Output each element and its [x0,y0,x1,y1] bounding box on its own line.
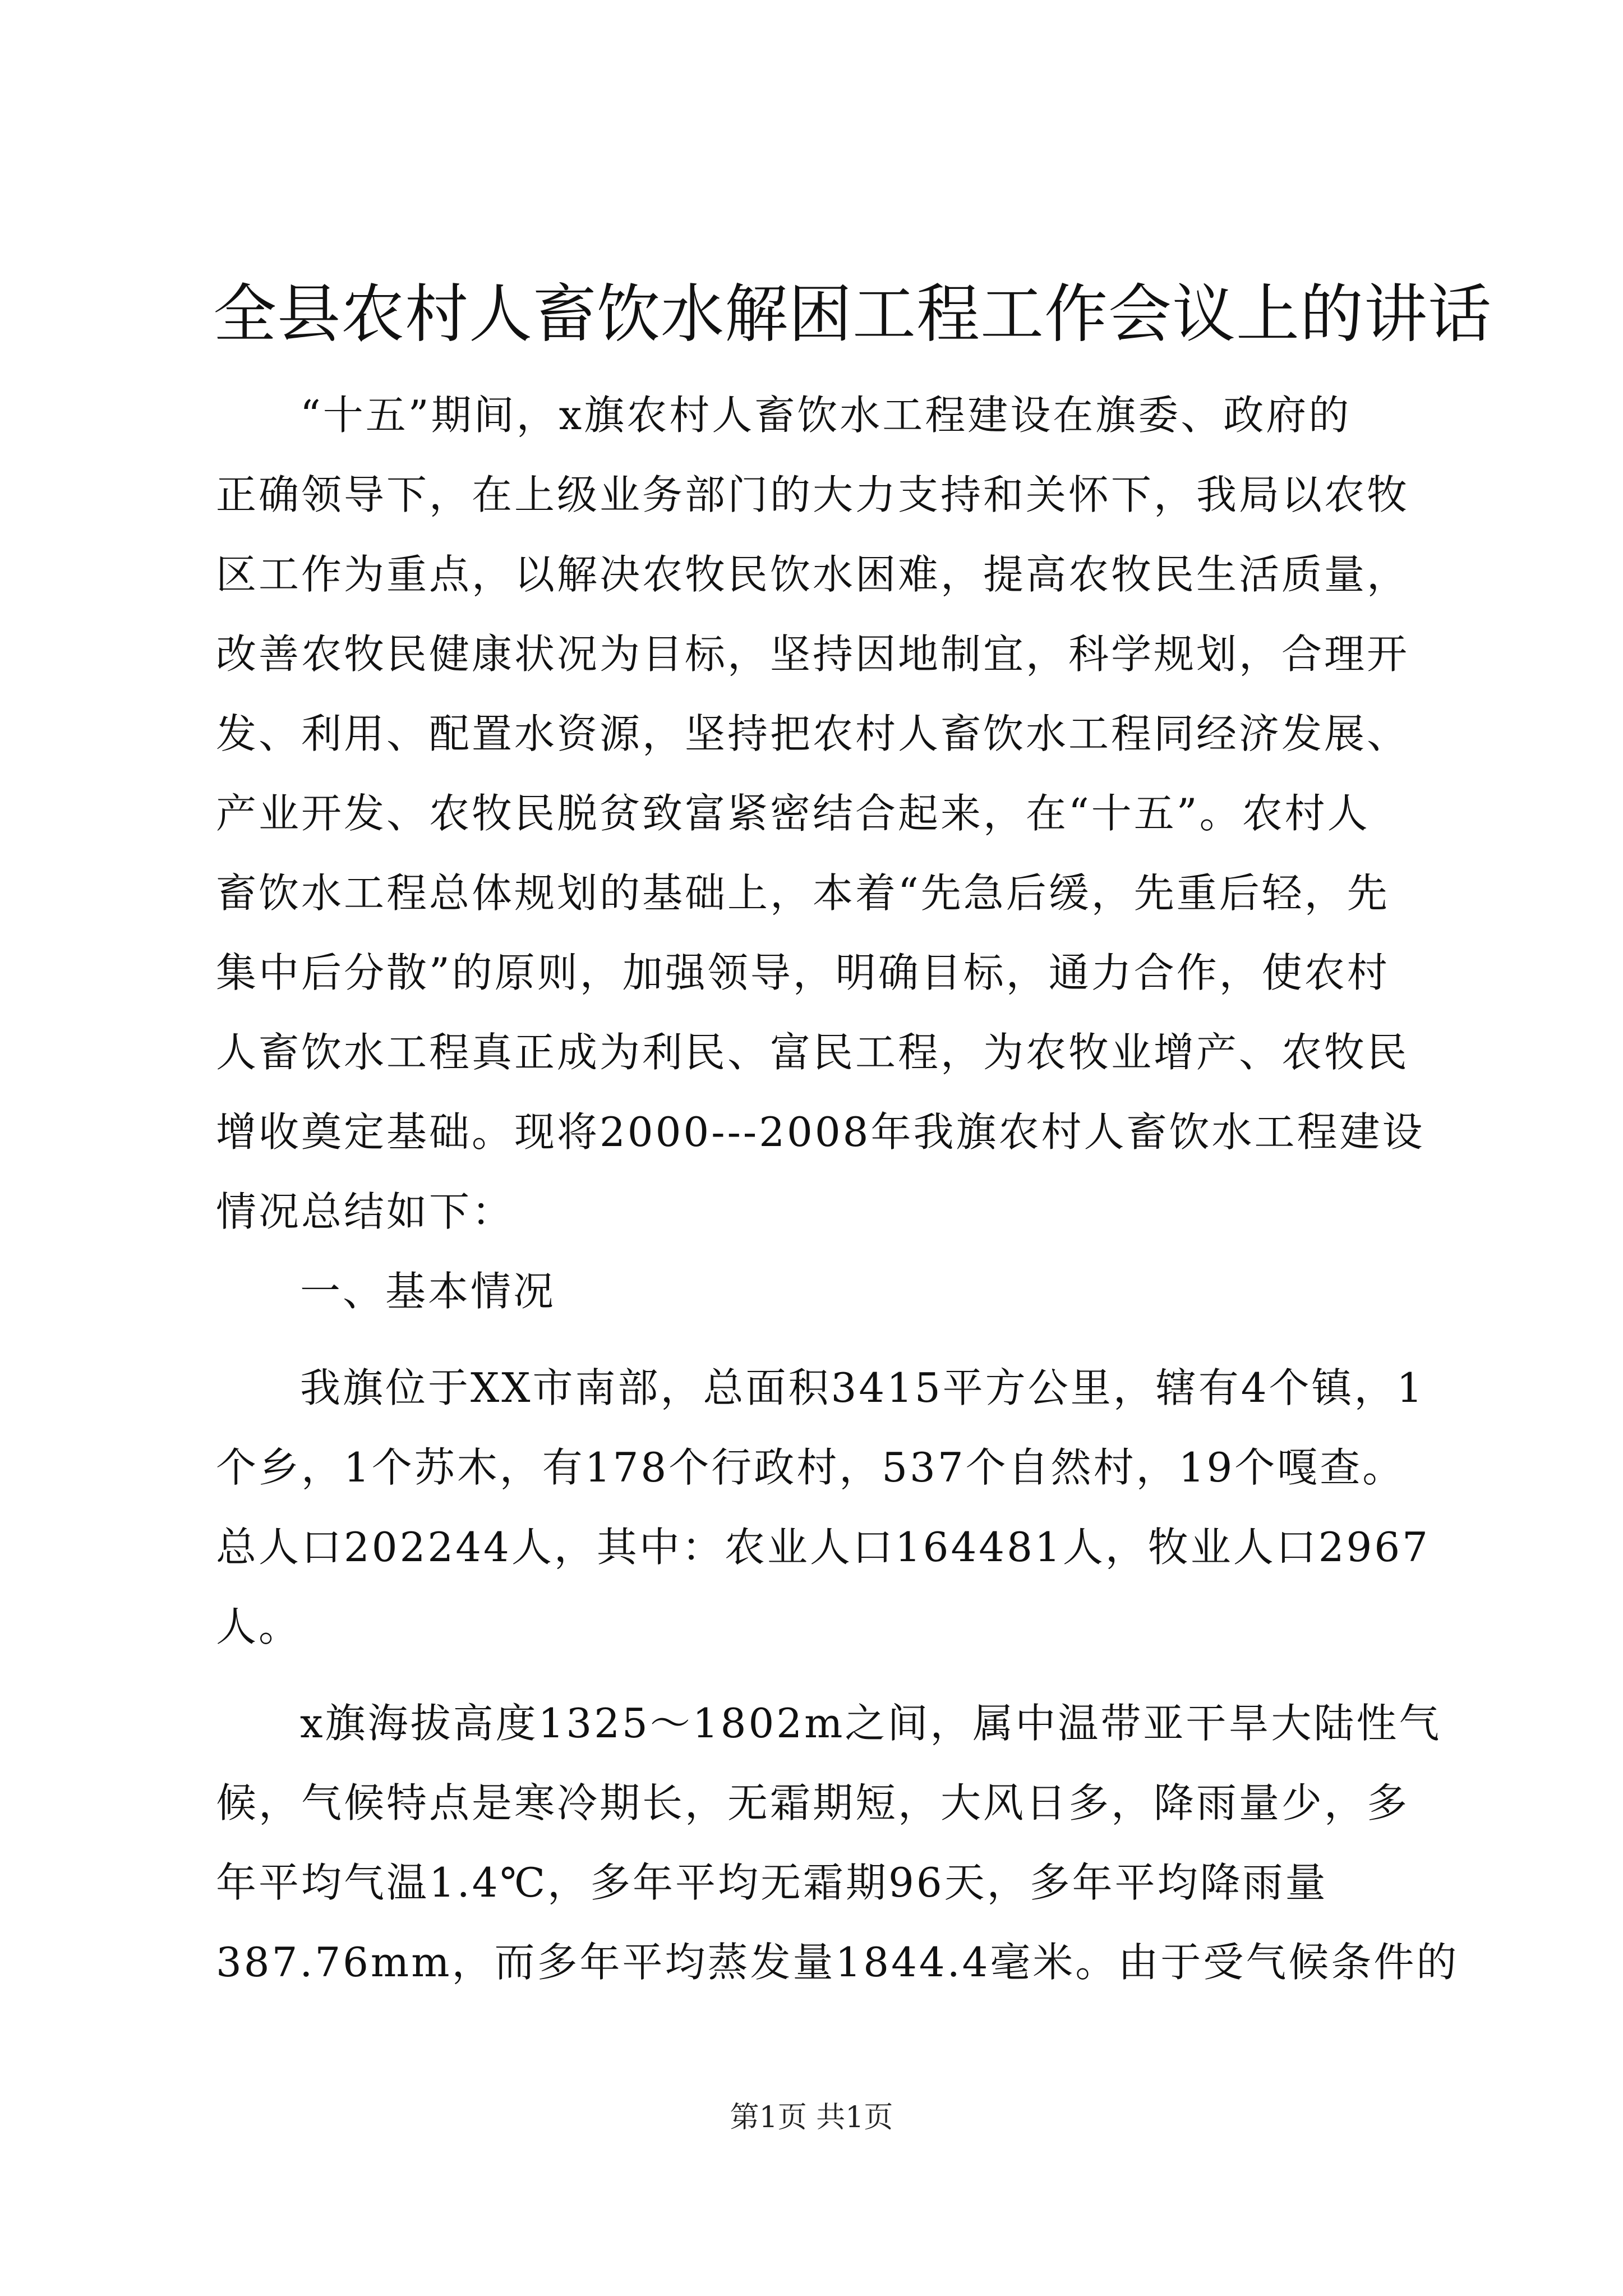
document-title: 全县农村人畜饮水解困工程工作会议上的讲话 [213,277,1492,351]
paragraph-line: “十五”期间，x旗农村人畜饮水工程建设在旗委、政府的 [300,392,1352,439]
paragraph-line: 正确领导下，在上级业务部门的大力支持和关怀下，我局以农牧 [216,471,1410,518]
paragraph-line: 我旗位于XX市南部，总面积3415平方公里，辖有4个镇，1 [300,1364,1425,1411]
paragraph-line: x旗海拔高度1325～1802m之间，属中温带亚干旱大陆性气 [300,1700,1442,1747]
paragraph-line: 个乡，1个苏木，有178个行政村，537个自然村，19个嘎查。 [216,1444,1405,1491]
paragraph-line: 情况总结如下： [216,1188,515,1235]
paragraph-line: 发、利用、配置水资源，坚持把农村人畜饮水工程同经济发展、 [216,710,1410,757]
paragraph-line: 畜饮水工程总体规划的基础上，本着“先急后缓，先重后轻，先 [216,869,1390,917]
paragraph-line: 区工作为重点，以解决农牧民饮水困难，提高农牧民生活质量， [216,551,1410,598]
section-heading: 一、基本情况 [300,1268,556,1315]
paragraph-line: 集中后分散”的原则，加强领导，明确目标，通力合作，使农村 [216,949,1390,996]
paragraph-line: 候，气候特点是寒冷期长，无霜期短，大风日多，降雨量少，多 [216,1779,1410,1826]
paragraph-line: 年平均气温1.4℃，多年平均无霜期96天，多年平均降雨量 [216,1859,1328,1906]
page-number-footer: 第1页 共1页 [730,2101,893,2134]
paragraph-line: 人。 [216,1603,302,1650]
paragraph-line: 总人口202244人，其中：农业人口164481人，牧业人口2967 [216,1524,1430,1571]
paragraph-line: 改善农牧民健康状况为目标，坚持因地制宜，科学规划，合理开 [216,631,1410,678]
paragraph-line: 387.76mm，而多年平均蒸发量1844.4毫米。由于受气候条件的 [216,1939,1459,1986]
paragraph-line: 产业开发、农牧民脱贫致富紧密结合起来，在“十五”。农村人 [216,790,1370,837]
paragraph-line: 增收奠定基础。现将2000---2008年我旗农村人畜饮水工程建设 [216,1108,1425,1156]
paragraph-line: 人畜饮水工程真正成为利民、富民工程，为农牧业增产、农牧民 [216,1029,1410,1076]
